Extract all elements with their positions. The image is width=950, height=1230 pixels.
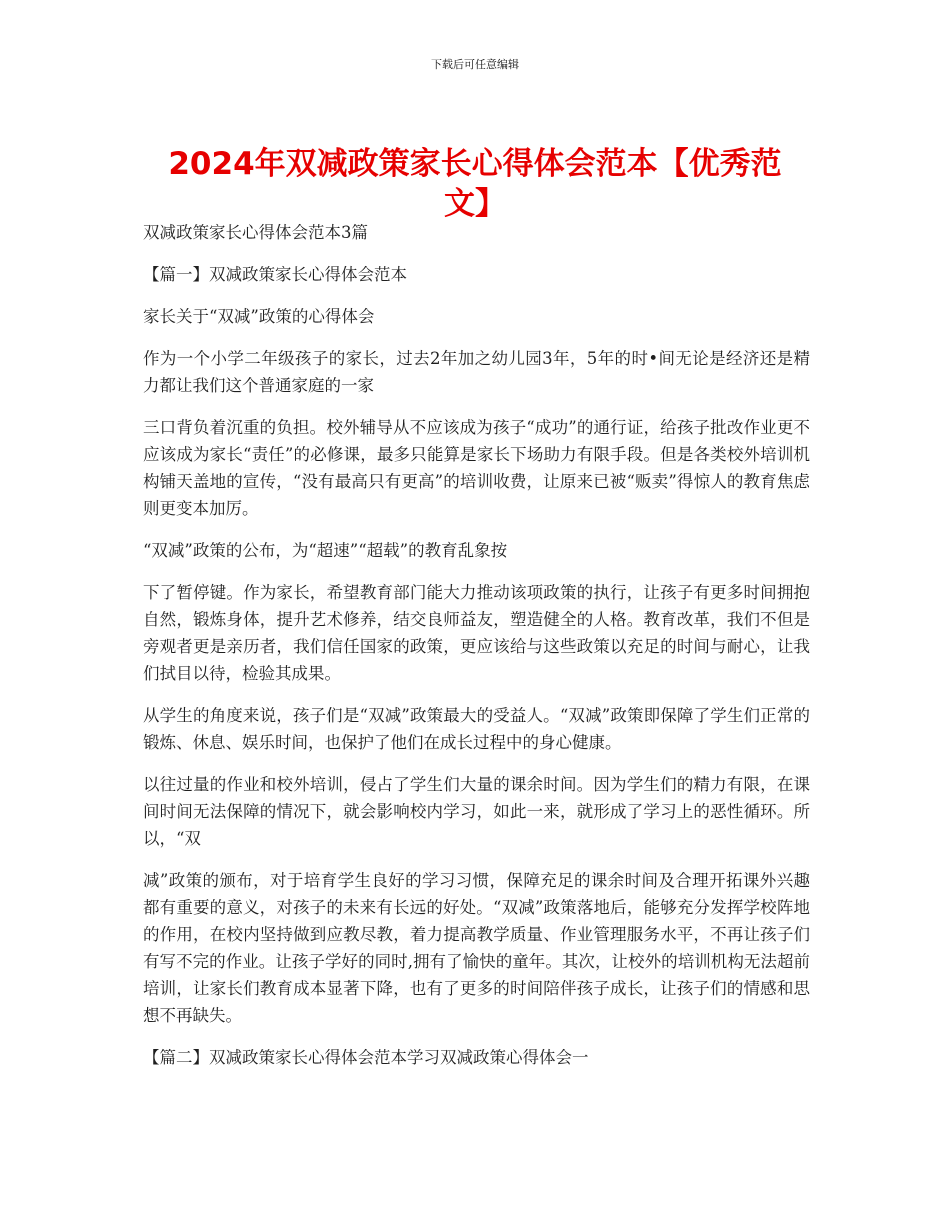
paragraph: 从学生的角度来说，孩子们是“双减”政策最大的受益人。“双减”政策即保障了学生们正常的锻炼、休息、娱乐时间，也保护了他们在成长过程中的身心健康。 xyxy=(143,706,810,752)
paragraph: 家长关于“双减”政策的心得体会 xyxy=(143,307,375,326)
header-note: 下载后可任意编辑 xyxy=(431,58,519,71)
paragraph: 作为一个小学二年级孩子的家长，过去2年加之幼儿园3年，5年的时•间无论是经济还是精力都让我们这个普通家庭的一家 xyxy=(143,349,810,395)
paragraph: 下了暂停键。作为家长，希望教育部门能大力推动该项政策的执行，让孩子有更多时间拥抱自然，锻炼身体，提升艺术修养，结交良师益友，塑造健全的人格。教育改革，我们不但是旁观者更是亲历者，我们信任国家的政策，更应该给与这些政策以充足的时间与耐心，让我们拭目以待，检验其成果。 xyxy=(143,583,810,683)
document-body xyxy=(143,219,810,1086)
document-title: 2024年双减政策家长心得体会范本【优秀范文】 xyxy=(168,146,782,222)
section-heading-2: 【篇二】双减政策家长心得体会范本学习双减政策心得体会一 xyxy=(143,1048,589,1067)
section-heading-1: 【篇一】双减政策家长心得体会范本 xyxy=(143,265,407,284)
paragraph: 减”政策的颁布，对于培育学生良好的学习习惯，保障充足的课余时间及合理开拓课外兴趣都有重要的意义，对孩子的未来有长远的好处。“双减”政策落地后，能够充分发挥学校阵地的作用，在校内坚持做到应教尽教，着力提高教学质量、作业管理服务水平，不再让孩子们有写不完的作业。让孩子学好的同时,拥有了愉快的童年。其次，让校外的培训机构无法超前培训，让家长们教育成本显著下降，也有了更多的时间陪伴孩子成长，让孩子们的情感和思想不再缺失。 xyxy=(143,871,810,1025)
paragraph: 三口背负着沉重的负担。校外辅导从不应该成为孩子“成功”的通行证，给孩子批改作业更不应该成为家长“责任”的必修课，最多只能算是家长下场助力有限手段。但是各类校外培训机构铺天盖地的宣传，“没有最高只有更高”的培训收费，让原来已被“贩卖”得惊人的教育焦虑则更变本加厉。 xyxy=(143,418,810,518)
paragraph: 双减政策家长心得体会范本3篇 xyxy=(143,223,368,242)
paragraph: “双减”政策的公布，为“超速”“超载”的教育乱象按 xyxy=(143,541,508,560)
paragraph: 以往过量的作业和校外培训，侵占了学生们大量的课余时间。因为学生们的精力有限，在课间时间无法保障的情况下，就会影响校内学习，如此一来，就形成了学习上的恶性循环。所以，“双 xyxy=(143,775,810,848)
